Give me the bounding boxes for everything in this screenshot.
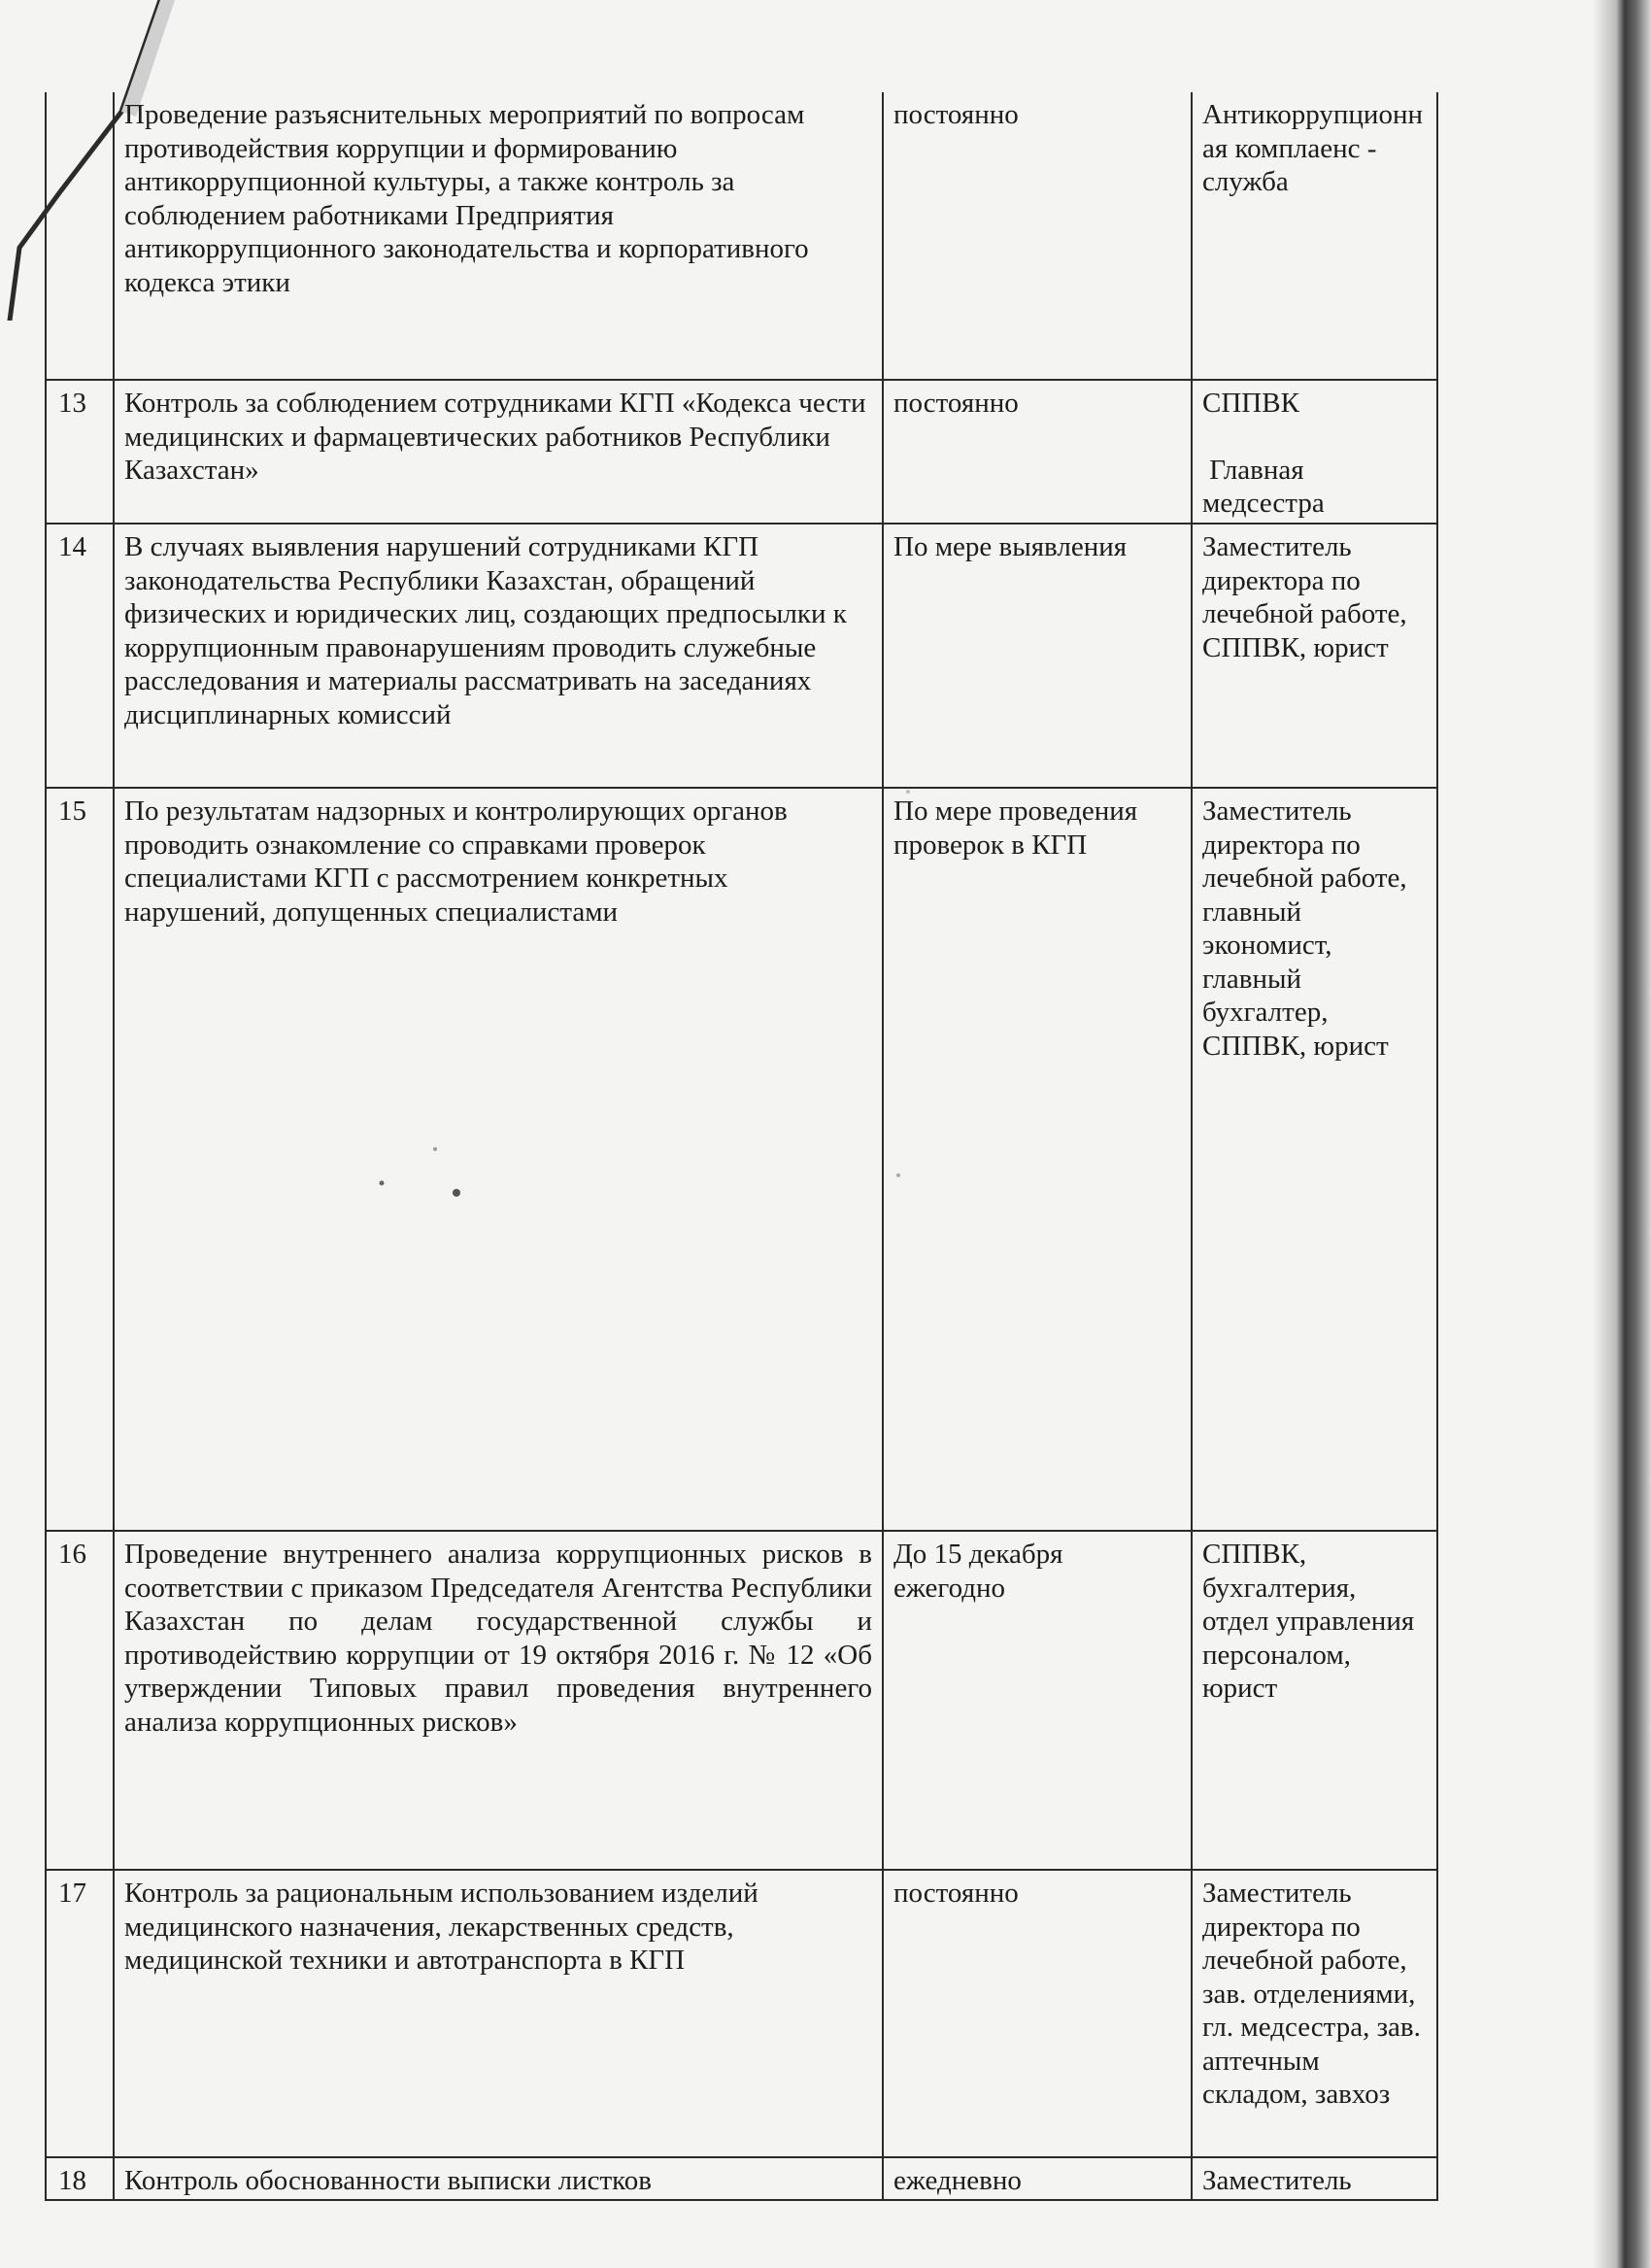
event-description: Контроль за соблюдением сотрудниками КГП «Кодекса чести медицинских и фармацевтических работников Республики Казахстан» [114, 380, 883, 524]
event-description: По результатам надзорных и контролирующих органов проводить ознакомление со справками проверок специалистами КГП с рассмотрением конкретных нарушений, допущенных специалистами [114, 788, 883, 1531]
table-row [46, 524, 1437, 788]
responsible-line: Заместитель [1202, 1878, 1352, 1909]
row-number: 18 [46, 2157, 114, 2200]
responsible-line: юрист [1202, 1673, 1278, 1704]
responsible-line: бухгалтерия, [1202, 1572, 1357, 1604]
deadline: постоянно [883, 1870, 1192, 2157]
responsible-gap [1202, 421, 1427, 454]
responsible-line: ая комплаенс - [1202, 132, 1377, 164]
event-description: Проведение внутреннего анализа коррупционных рисков в соответствии с приказом Председателя Агентства Республики Казахстан по делам государственной службы и противодействию коррупции от 19 октября 2016 г. № 12 «Об утверждении Типовых правил проведения внутреннего анализа коррупционных рисков» [114, 1531, 883, 1870]
deadline: До 15 декабря ежегодно [883, 1531, 1192, 1870]
responsible [1192, 524, 1437, 788]
responsible [1192, 380, 1437, 524]
responsible-line: директора по [1202, 564, 1361, 596]
table-row [46, 1870, 1437, 2157]
event-description: Контроль за рациональным использованием изделий медицинского назначения, лекарственных средств, медицинской техники и автотранспорта в КГП [114, 1870, 883, 2157]
responsible-line: главный [1202, 963, 1301, 995]
deadline: По мере выявления [883, 524, 1192, 788]
deadline: постоянно [883, 380, 1192, 524]
responsible-line: отдел управления [1202, 1606, 1415, 1637]
responsible [1192, 788, 1437, 1531]
responsible [1192, 92, 1437, 380]
row-number: 17 [46, 1870, 114, 2157]
row-number [46, 92, 114, 380]
responsible-line: гл. медсестра, зав. [1202, 2012, 1421, 2043]
responsible-line: Главная [1202, 454, 1304, 486]
event-description: Контроль обоснованности выписки листков [114, 2157, 883, 2200]
responsible-line: Антикоррупционн [1202, 99, 1423, 130]
table-row [46, 380, 1437, 524]
responsible-line: зав. отделениями, [1202, 1978, 1416, 2010]
responsible-line: складом, завхоз [1202, 2079, 1391, 2110]
table-row [46, 2157, 1437, 2200]
responsible-line: СППВК, юрист [1202, 631, 1389, 663]
scan-page-edge-shadow [1593, 0, 1651, 2268]
responsible-line: лечебной работе, [1202, 863, 1407, 894]
responsible-line: лечебной работе, [1202, 1945, 1407, 1976]
responsible-line: директора по [1202, 829, 1361, 861]
row-number: 16 [46, 1531, 114, 1870]
table-row [46, 92, 1437, 380]
event-description: В случаях выявления нарушений сотрудниками КГП законодательства Республики Казахстан, обращений физических и юридических лиц, создающих предпосылки к коррупционным правонарушениям проводить служебные расследования и материалы рассматривать на заседаниях дисциплинарных комиссий [114, 524, 883, 788]
responsible-line: персоналом, [1202, 1639, 1351, 1671]
table-row [46, 788, 1437, 1531]
event-description: Проведение разъяснительных мероприятий по вопросам противодействия коррупции и формированию антикоррупционной культуры, а также контроль за соблюдением работниками Предприятия антикоррупционного законодательства и корпоративного кодекса этики [114, 92, 883, 380]
deadline: ежедневно [883, 2157, 1192, 2200]
table-row [46, 1531, 1437, 1870]
responsible-line: главный [1202, 896, 1301, 928]
row-number: 15 [46, 788, 114, 1531]
responsible [1192, 1531, 1437, 1870]
responsible-line: лечебной работе, [1202, 598, 1407, 629]
responsible-line: служба [1202, 166, 1289, 197]
responsible-line: Заместитель [1202, 795, 1352, 827]
responsible-line: СППВК [1202, 388, 1299, 419]
responsible-line: Заместитель [1202, 531, 1352, 562]
responsible-line: директора по [1202, 1911, 1361, 1943]
action-plan-table [45, 92, 1438, 2201]
responsible-line: медсестра [1202, 488, 1325, 519]
responsible [1192, 1870, 1437, 2157]
responsible-line: Заместитель [1202, 2165, 1352, 2196]
responsible-line: экономист, [1202, 930, 1332, 961]
responsible-line: аптечным [1202, 2045, 1320, 2077]
responsible-line: СППВК, юрист [1202, 1030, 1389, 1062]
responsible-line: СППВК, [1202, 1539, 1307, 1570]
row-number: 14 [46, 524, 114, 788]
deadline: постоянно [883, 92, 1192, 380]
responsible [1192, 2157, 1437, 2200]
deadline: По мере проведения проверок в КГП [883, 788, 1192, 1531]
responsible-line: бухгалтер, [1202, 997, 1329, 1028]
row-number: 13 [46, 380, 114, 524]
